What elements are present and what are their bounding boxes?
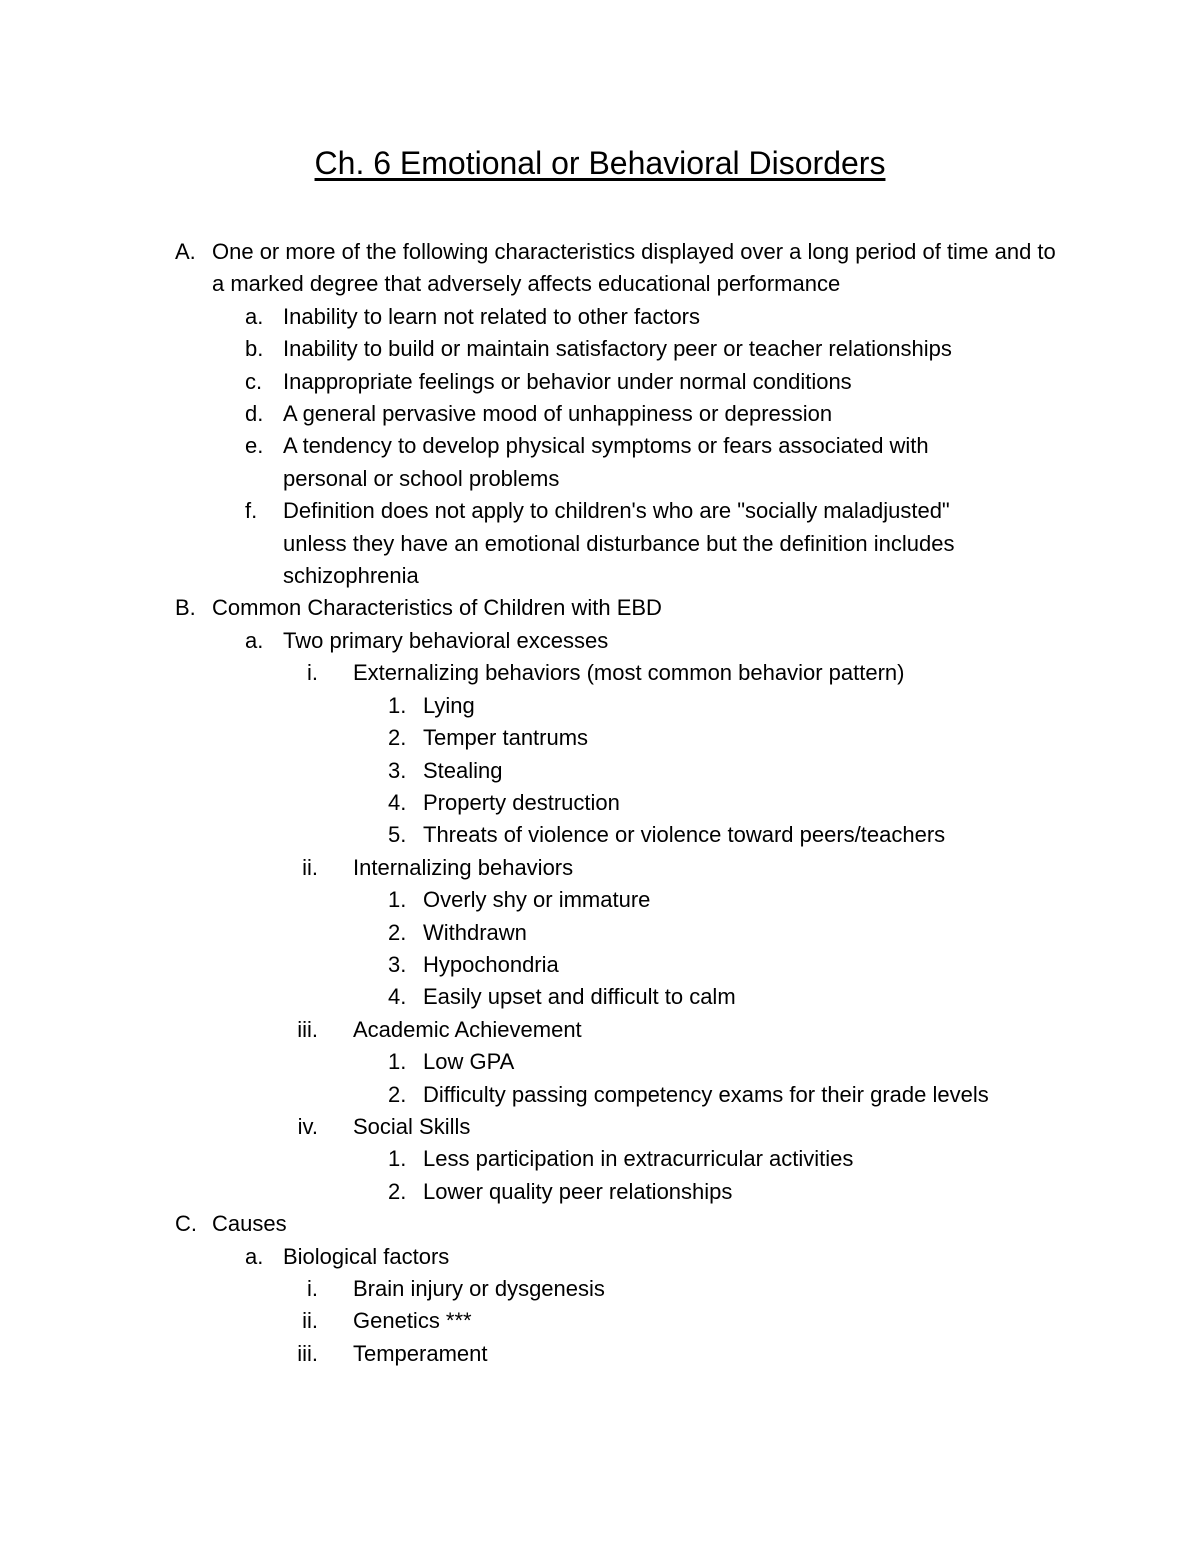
point-text: Less participation in extracurricular activities <box>423 1146 854 1172</box>
point-item <box>0 981 1200 1013</box>
section-b <box>0 592 1200 624</box>
point-item <box>0 1079 1200 1111</box>
point-marker: 2. <box>388 1178 407 1204</box>
list-item <box>0 398 1200 430</box>
point-marker: 2. <box>388 919 407 945</box>
point-item <box>0 1046 1200 1078</box>
point-item <box>0 819 1200 851</box>
point-text: Threats of violence or violence toward peers/teachers <box>423 822 946 848</box>
point-item <box>0 917 1200 949</box>
point-item <box>0 884 1200 916</box>
section-c <box>0 1208 1200 1240</box>
list-item <box>0 430 1200 495</box>
sub-item-text: Genetics *** <box>353 1308 472 1334</box>
point-marker: 3. <box>388 757 407 783</box>
item-text: A general pervasive mood of unhappiness or depression <box>283 401 833 427</box>
item-text: Inappropriate feelings or behavior under normal conditions <box>283 368 852 394</box>
page-title: Ch. 6 Emotional or Behavioral Disorders <box>314 145 886 181</box>
sub-item-marker: ii. <box>302 854 318 880</box>
point-item <box>0 1176 1200 1208</box>
sub-item <box>0 1338 1200 1370</box>
sub-item-text: Externalizing behaviors (most common behavior pattern) <box>353 660 905 686</box>
item-marker: c. <box>245 368 263 394</box>
point-text: Lower quality peer relationships <box>423 1178 733 1204</box>
sub-item-text: Internalizing behaviors <box>353 854 574 880</box>
sub-item-marker: iv. <box>297 1113 318 1139</box>
list-item <box>0 1241 1200 1273</box>
outline-list <box>0 236 1200 1370</box>
section-marker: B. <box>175 595 196 621</box>
point-text: Stealing <box>423 757 503 783</box>
item-text: Inability to build or maintain satisfactory peer or teacher relationships <box>283 336 952 362</box>
point-item <box>0 690 1200 722</box>
point-item <box>0 787 1200 819</box>
point-text: Hypochondria <box>423 951 559 977</box>
list-item <box>0 495 1200 592</box>
section-marker: C. <box>175 1211 197 1237</box>
item-marker: f. <box>245 498 258 524</box>
sub-item <box>0 852 1200 884</box>
sub-item-marker: iii. <box>297 1340 318 1366</box>
item-marker: a. <box>245 1243 264 1269</box>
item-text: Biological factors <box>283 1243 450 1269</box>
point-marker: 1. <box>388 887 407 913</box>
point-marker: 1. <box>388 692 407 718</box>
point-text: Property destruction <box>423 789 620 815</box>
sub-item <box>0 1305 1200 1337</box>
point-text: Easily upset and difficult to calm <box>423 984 736 1010</box>
point-marker: 1. <box>388 1049 407 1075</box>
item-text: Inability to learn not related to other factors <box>283 303 701 329</box>
list-item <box>0 333 1200 365</box>
point-item <box>0 722 1200 754</box>
section-text: Causes <box>212 1211 287 1237</box>
section-marker: A. <box>175 239 196 264</box>
point-marker: 4. <box>388 984 407 1010</box>
point-text: Temper tantrums <box>423 725 589 751</box>
item-text: A tendency to develop physical symptoms or fears associated with personal or school problems <box>283 433 929 491</box>
sub-item-text: Temperament <box>353 1340 488 1366</box>
point-text: Low GPA <box>423 1049 515 1075</box>
item-marker: b. <box>245 336 264 362</box>
item-text: Two primary behavioral excesses <box>283 627 609 653</box>
section-a <box>0 236 1200 301</box>
section-text: One or more of the following characteristics displayed over a long period of time and to a marked degree that adversely affects educational performance <box>212 239 1056 297</box>
sub-item-text: Academic Achievement <box>353 1016 582 1042</box>
item-marker: e. <box>245 433 264 459</box>
point-item <box>0 1143 1200 1175</box>
point-marker: 3. <box>388 951 407 977</box>
point-marker: 4. <box>388 789 407 815</box>
point-text: Lying <box>423 692 475 718</box>
list-item <box>0 301 1200 333</box>
point-text: Overly shy or immature <box>423 887 651 913</box>
sub-item-marker: i. <box>307 1276 318 1301</box>
sub-item-text: Brain injury or dysgenesis <box>353 1276 605 1301</box>
item-text: Definition does not apply to children's who are "socially maladjusted" unless they have an emotional disturbance but the definition includes schizophrenia <box>283 498 955 589</box>
point-marker: 5. <box>388 822 407 848</box>
list-item <box>0 366 1200 398</box>
sub-item <box>0 1273 1200 1305</box>
point-marker: 2. <box>388 1081 407 1107</box>
point-text: Difficulty passing competency exams for their grade levels <box>423 1081 989 1107</box>
sub-item-marker: i. <box>307 660 318 686</box>
sub-item <box>0 1111 1200 1143</box>
point-marker: 2. <box>388 725 407 751</box>
item-marker: a. <box>245 627 264 653</box>
item-marker: d. <box>245 401 264 427</box>
sub-item-marker: ii. <box>302 1308 318 1334</box>
sub-item <box>0 657 1200 689</box>
point-item <box>0 755 1200 787</box>
point-text: Withdrawn <box>423 919 527 945</box>
point-marker: 1. <box>388 1146 407 1172</box>
point-item <box>0 949 1200 981</box>
sub-item <box>0 1014 1200 1046</box>
sub-item-text: Social Skills <box>353 1113 471 1139</box>
list-item <box>0 625 1200 657</box>
sub-item-marker: iii. <box>297 1016 318 1042</box>
item-marker: a. <box>245 303 264 329</box>
section-text: Common Characteristics of Children with EBD <box>212 595 662 621</box>
